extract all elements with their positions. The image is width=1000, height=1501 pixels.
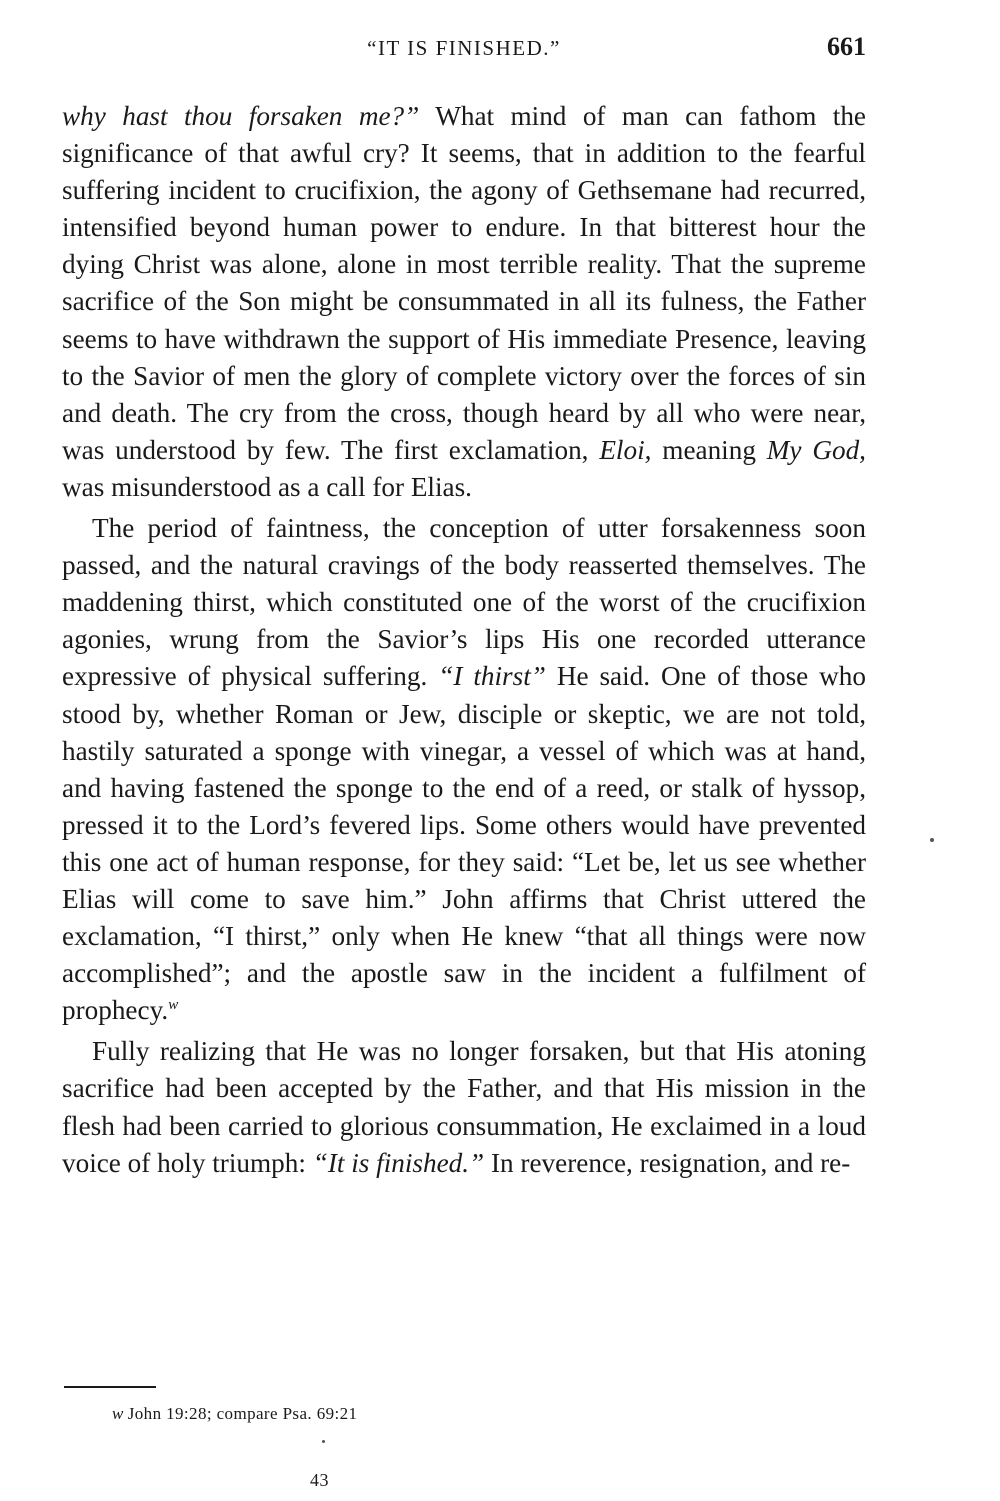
quote-forsaken: why hast thou forsaken me?” (62, 101, 420, 131)
body-text (62, 98, 866, 1186)
paragraph-2-text-2: He said. One of those who stood by, whether Roman or Jew, disciple or skeptic, we are not told, hastily saturated a sponge with vinegar, a vessel of which was at hand, and having fastened the sponge to the end of a reed, or stalk of hyssop, pressed it to the Lord’s fevered lips. Some others would have prevented this one act of human response, for they said: “Let be, let us see whether Elias will come to save him.” John affirms that Christ uttered the exclamation, “I thirst,” only when He knew “that all things were now accomplished”; and the apostle saw in the incident a fulfilment of prophecy. (62, 661, 866, 1026)
footnote-text: John 19:28; compare Psa. 69:21 (127, 1404, 358, 1423)
paragraph-1 (62, 98, 866, 506)
paragraph-2 (62, 510, 866, 1029)
paragraph-1-text-3: was misunderstood as a call for Elias. (62, 471, 472, 502)
page-number: 661 (827, 32, 866, 61)
word-eloi: Eloi, (599, 434, 652, 465)
paragraph-3 (62, 1033, 866, 1181)
signature-mark: 43 (310, 1470, 329, 1490)
footnote-reference: w (168, 997, 179, 1014)
running-title: “IT IS FINISHED.” (367, 36, 561, 60)
ink-speck (930, 838, 934, 842)
ink-speck (322, 1440, 325, 1443)
quote-i-thirst: “I thirst” (438, 661, 546, 692)
footnote-rule (64, 1386, 156, 1388)
paragraph-1-text-2: meaning (651, 434, 767, 465)
quote-it-is-finished: “It is finished.” (312, 1147, 485, 1178)
footnote (112, 1404, 357, 1424)
word-my-god: My God, (766, 434, 866, 465)
paragraph-3-text-1: Fully realizing that He was no longer forsaken, but that His atoning sacrifice had been accepted by the Father, and that His mission in the flesh had been carried to glorious consummation, He exclaimed in a loud voice of holy triumph: (62, 1036, 866, 1178)
paragraph-3-text-2: In reverence, resignation, and re- (484, 1147, 851, 1178)
running-head (62, 32, 866, 72)
paragraph-1-text-1: What mind of man can fathom the significance of that awful cry? It seems, that in addition to the fearful suffering incident to crucifixion, the agony of Gethsemane had recurred, intensified beyond human power to endure. In that bitterest hour the dying Christ was alone, alone in most terrible reality. That the supreme sacrifice of the Son might be consummated in all its fulness, the Father seems to have withdrawn the support of His immediate Presence, leaving to the Savior of men the glory of complete victory over the forces of sin and death. The cry from the cross, though heard by all who were near, was understood by few. The first exclamation, (62, 101, 866, 465)
paragraph-2-text-1: The period of faintness, the conception of utter forsakenness soon passed, and the natural cravings of the body reasserted themselves. The maddening thirst, which constituted one of the worst of the crucifixion agonies, wrung from the Savior’s lips His one recorded utterance expressive of physical suffering. (62, 513, 866, 692)
footnote-mark: w (112, 1404, 124, 1423)
